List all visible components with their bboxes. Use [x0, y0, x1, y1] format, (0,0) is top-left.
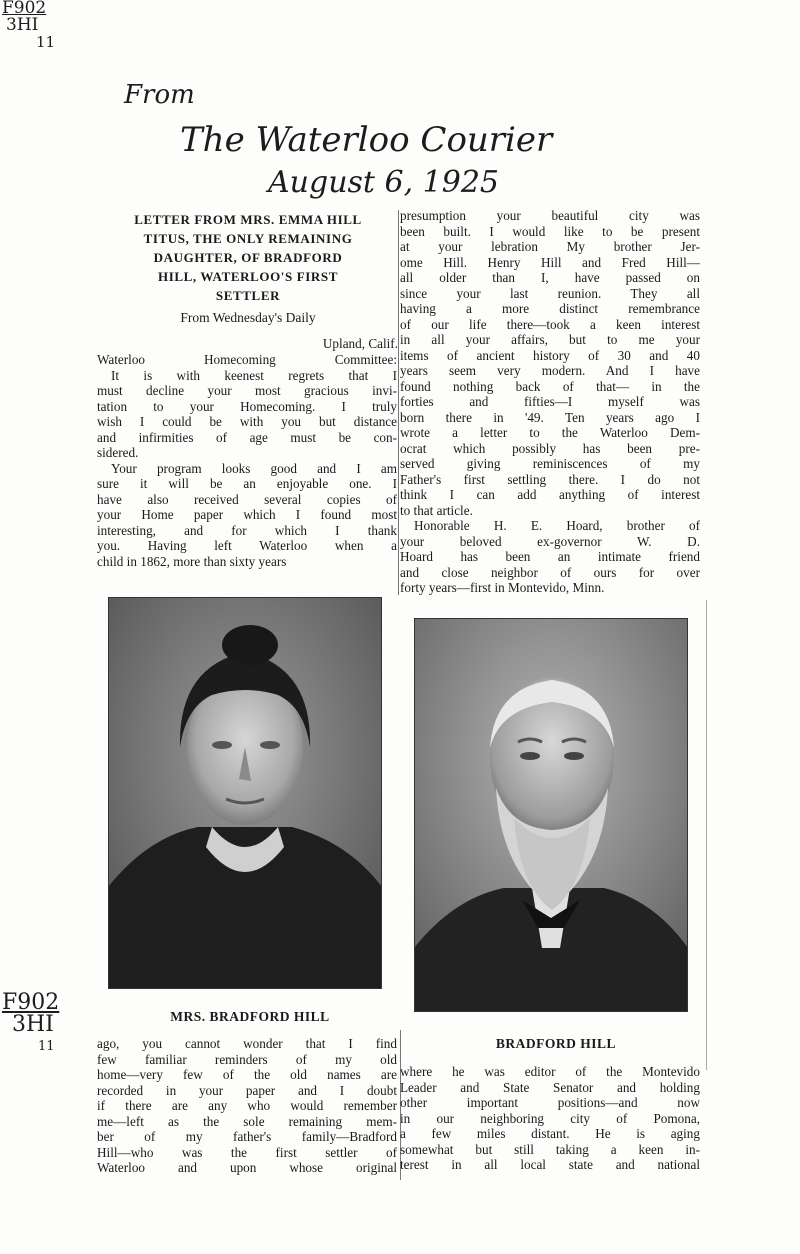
text-line: been built. I would like to be present [400, 223, 700, 239]
margin-note-line: F902 [2, 0, 47, 18]
article-headline [96, 210, 400, 305]
letter-place: Upland, Calif. [322, 336, 398, 351]
text-line: forties and fifties—I myself was [400, 394, 700, 409]
headline-line: DAUGHTER, OF BRADFORD [153, 250, 343, 265]
headline-line: HILL, WATERLOO'S FIRST [158, 269, 338, 284]
text-line: a few miles distant. He is aging [400, 1126, 700, 1141]
text-line: born there in '49. Ten years ago I [400, 409, 700, 425]
margin-note-line: 11 [38, 1039, 55, 1054]
text-line: in our neighboring city of Pomona, [400, 1110, 700, 1126]
text-line: few familiar reminders of my old [97, 1051, 397, 1067]
margin-note-line: 11 [36, 33, 56, 51]
handwritten-from: From [124, 80, 195, 110]
caption-mrs-bradford-hill: MRS. BRADFORD HILL [170, 1009, 330, 1024]
text-line: somewhat but still taking a keen in- [400, 1141, 700, 1157]
text-line: wrote a letter to the Waterloo Dem- [400, 425, 700, 440]
text-line: your Home paper which I found most [97, 507, 397, 522]
text-line: Waterloo Homecoming Committee: [97, 352, 397, 367]
text-line: your beloved ex-governor W. D. [400, 533, 700, 549]
margin-note-top [2, 0, 55, 51]
headline-line: SETTLER [215, 288, 281, 303]
text-line: to that article. [400, 502, 473, 518]
text-column-a [97, 352, 397, 569]
caption-bradford-hill: BRADFORD HILL [495, 1036, 617, 1051]
text-line: other important positions—and now [400, 1095, 700, 1110]
text-line: all older than I, have passed on [400, 270, 700, 285]
photo-bradford-hill [414, 618, 688, 1012]
headline-line: TITUS, THE ONLY REMAINING [143, 231, 353, 246]
text-line: must decline your most gracious invi- [97, 383, 397, 398]
margin-note-middle [2, 992, 59, 1058]
text-line: forty years—first in Montevido, Minn. [400, 580, 605, 595]
text-line: ber of my father's family—Bradford [97, 1129, 397, 1144]
margin-note-line: F902 [2, 990, 60, 1015]
text-line: years seem very modern. And I have [400, 363, 700, 378]
text-line: and infirmities of age must be con- [97, 429, 397, 445]
text-line: Honorable H. E. Hoard, brother of [414, 518, 700, 533]
text-line: Hoard has been an intimate friend [400, 549, 700, 564]
handwritten-source: The Waterloo Courier [180, 120, 553, 160]
text-line: Waterloo and upon whose original [97, 1160, 397, 1175]
text-line: Your program looks good and I am [111, 460, 397, 476]
margin-note-line: 3HI [12, 1012, 54, 1037]
text-line: It is with keenest regrets that I [111, 367, 397, 383]
text-column-d [400, 1064, 700, 1173]
text-line: think I can add anything of interest [400, 487, 700, 502]
text-line: since your last reunion. They all [400, 285, 700, 301]
handwritten-date: August 6, 1925 [268, 165, 500, 200]
text-line: have also received several copies of [97, 491, 397, 507]
text-line: of our life there—took a keen interest [400, 316, 700, 332]
text-line: ocrat which possibly has been pre- [400, 440, 700, 456]
text-line: interesting, and for which I thank [97, 522, 397, 538]
text-line: sidered. [97, 445, 139, 460]
photo-mrs-bradford-hill [108, 597, 382, 989]
text-line: ome Hill. Henry Hill and Fred Hill— [400, 254, 700, 270]
text-line: Leader and State Senator and holding [400, 1079, 700, 1095]
text-line: items of ancient history of 30 and 40 [400, 347, 700, 363]
text-line: recorded in your paper and I doubt [97, 1082, 397, 1098]
text-line: tation to your Homecoming. I truly [97, 398, 397, 414]
text-line: ago, you cannot wonder that I find [97, 1036, 397, 1051]
text-column-b [400, 208, 700, 596]
text-line: presumption your beautiful city was [400, 208, 700, 223]
text-line: terest in all local state and national [400, 1157, 700, 1172]
clipping-edge [706, 600, 707, 1070]
text-line: sure it will be an enjoyable one. I [97, 476, 397, 491]
text-line: child in 1862, more than sixty years [97, 553, 287, 569]
text-line: where he was editor of the Montevido [400, 1064, 700, 1079]
text-line: found nothing back of that— in the [400, 378, 700, 394]
text-line: you. Having left Waterloo when a [97, 538, 397, 553]
text-line: in all your affairs, but to me your [400, 332, 700, 347]
text-line: wish I could be with you but distance [97, 414, 397, 429]
text-column-c [97, 1036, 397, 1176]
text-line: served giving reminiscences of my [400, 456, 700, 471]
article-dateline: From Wednesday's Daily [180, 310, 316, 325]
text-line: at your lebration My brother Jer- [400, 239, 700, 254]
text-line: me—left as the sole remaining mem- [97, 1113, 397, 1129]
text-line: and close neighbor of ours for over [400, 564, 700, 580]
margin-note-line: 3HI [6, 15, 39, 35]
text-line: Father's first settling there. I do not [400, 471, 700, 487]
text-line: if there are any who would remember [97, 1098, 397, 1113]
headline-line: LETTER FROM MRS. EMMA HILL [134, 212, 362, 227]
text-line: Hill—who was the first settler of [97, 1144, 397, 1160]
text-line: home—very few of the old names are [97, 1067, 397, 1082]
text-line: having a more distinct remembrance [400, 301, 700, 316]
